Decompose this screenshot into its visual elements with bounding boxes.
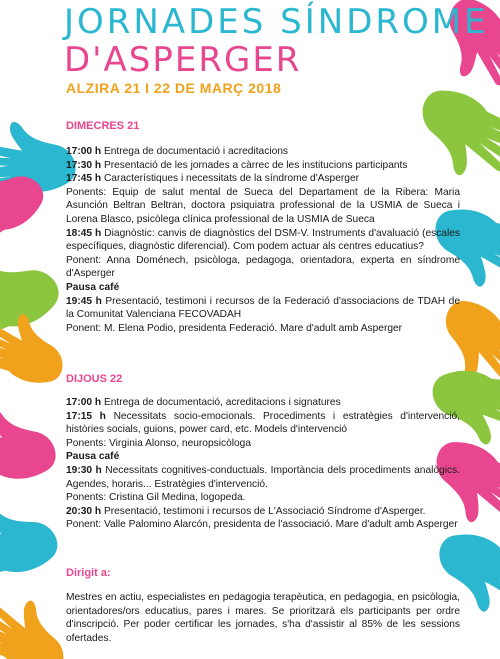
program-item: [66, 450, 460, 464]
day2-program: [66, 396, 460, 532]
program-time: 19:45 h: [66, 295, 102, 307]
program-time: 17:45 h: [66, 173, 102, 185]
program-time: 20:30 h: [66, 505, 102, 517]
program-text: Ponent: Anna Doménech, psicòloga, pedagoga, orientadora, experta en síndrome d'Asperger: [66, 254, 460, 280]
program-time: 17:30 h: [66, 159, 102, 171]
program-item: [66, 491, 460, 505]
title-line-2: D'ASPERGER: [64, 40, 302, 80]
program-time: Pausa café: [66, 281, 120, 293]
program-text: Presentació de les jornades a càrrec de les institucions participants: [103, 159, 408, 171]
program-item: [66, 505, 460, 519]
program-item: [66, 518, 460, 532]
program-item: [66, 322, 460, 336]
program-text: Presentació, testimoni i recursos de L'Associació Síndrome d'Asperger.: [103, 505, 426, 517]
program-text: Presentació, testimoni i recursos de la Federació d'associacions de TDAH de la Comunitat Valenciana FECOVADAH: [66, 295, 461, 321]
program-item: [66, 159, 460, 173]
audience-heading: Dirigit a:: [66, 567, 111, 579]
program-text: Ponents: Equip de salut mental de Sueca del Departament de la Ribera: Maria Asunción Beltran Beltran, doctora psiquiatra professional de la USMIA de Sueca i Lorena Blasco, psicòlega clínica professional de la USMIA de Sueca: [66, 186, 460, 225]
day2-heading: DIJOUS 22: [66, 373, 123, 385]
program-item: [66, 172, 460, 186]
program-time: 17:00 h: [66, 146, 102, 157]
program-text: Ponents: Virginia Alonso, neuropsicòloga: [66, 437, 252, 449]
day1-heading: DIMECRES 21: [66, 120, 140, 132]
program-item: [66, 396, 460, 410]
program-text: Ponent: Valle Palomino Alarcón, presidenta de l'associació. Mare d'adult amb Asperger: [66, 519, 458, 531]
audience-text-block: [66, 591, 460, 645]
program-time: Pausa café: [66, 451, 120, 463]
program-item: [66, 410, 460, 437]
program-text: Característiques i necessitats de la síndrome d'Asperger: [103, 173, 360, 185]
program-time: 17:15 h: [66, 410, 106, 422]
program-item: [66, 437, 460, 451]
program-item: [66, 464, 460, 491]
title-line-1: JORNADES SÍNDROME: [64, 2, 489, 42]
program-time: 18:45 h: [66, 227, 102, 239]
program-text: Ponent: M. Elena Podio, presidenta Federació. Mare d'adult amb Asperger: [66, 322, 403, 334]
program-item: [66, 186, 460, 227]
program-item: [66, 227, 460, 254]
program-time: 19:30 h: [66, 464, 102, 476]
program-time: 17:00 h: [66, 397, 102, 408]
program-item: [66, 145, 460, 159]
audience-text: Mestres en actiu, especialistes en pedagogia terapèutica, en pedagogia, en psicòlogia, orientadores/ors educatius, pares i mares. Se prioritzarà els participants per ordre d'inscripció. Per poder certificar les jornades, s'ha d'assistir al 85% de les sessions ofertades.: [66, 592, 460, 644]
program-item: [66, 281, 460, 295]
program-text: Necessitats cognitives-conductuals. Importància dels procediments analògics. Agendes, horaris... Estratègies d'intervenció.: [66, 464, 460, 490]
program-text: Entrega de documentació, acreditacions i signatures: [103, 397, 341, 408]
program-text: Necessitats socio-emocionals. Procediments i estratègies d'intervenció, històries socials, guions, power card, etc. Models d'intervenció: [66, 410, 460, 436]
program-text: Entrega de documentació i acreditacions: [103, 146, 289, 157]
event-dates: ALZIRA 21 I 22 DE MARÇ 2018: [66, 80, 282, 96]
program-text: Diagnòstic: canvis de diagnòstics del DSM-V. Instruments d'avaluació (escales específiques, diagnòstic diferencial). Com podem actuar als centres educatius?: [66, 227, 460, 253]
program-item: [66, 254, 460, 281]
program-item: [66, 295, 460, 322]
day1-program: [66, 145, 460, 335]
program-text: Ponents: Cristina Gil Medina, logopeda.: [66, 492, 246, 504]
